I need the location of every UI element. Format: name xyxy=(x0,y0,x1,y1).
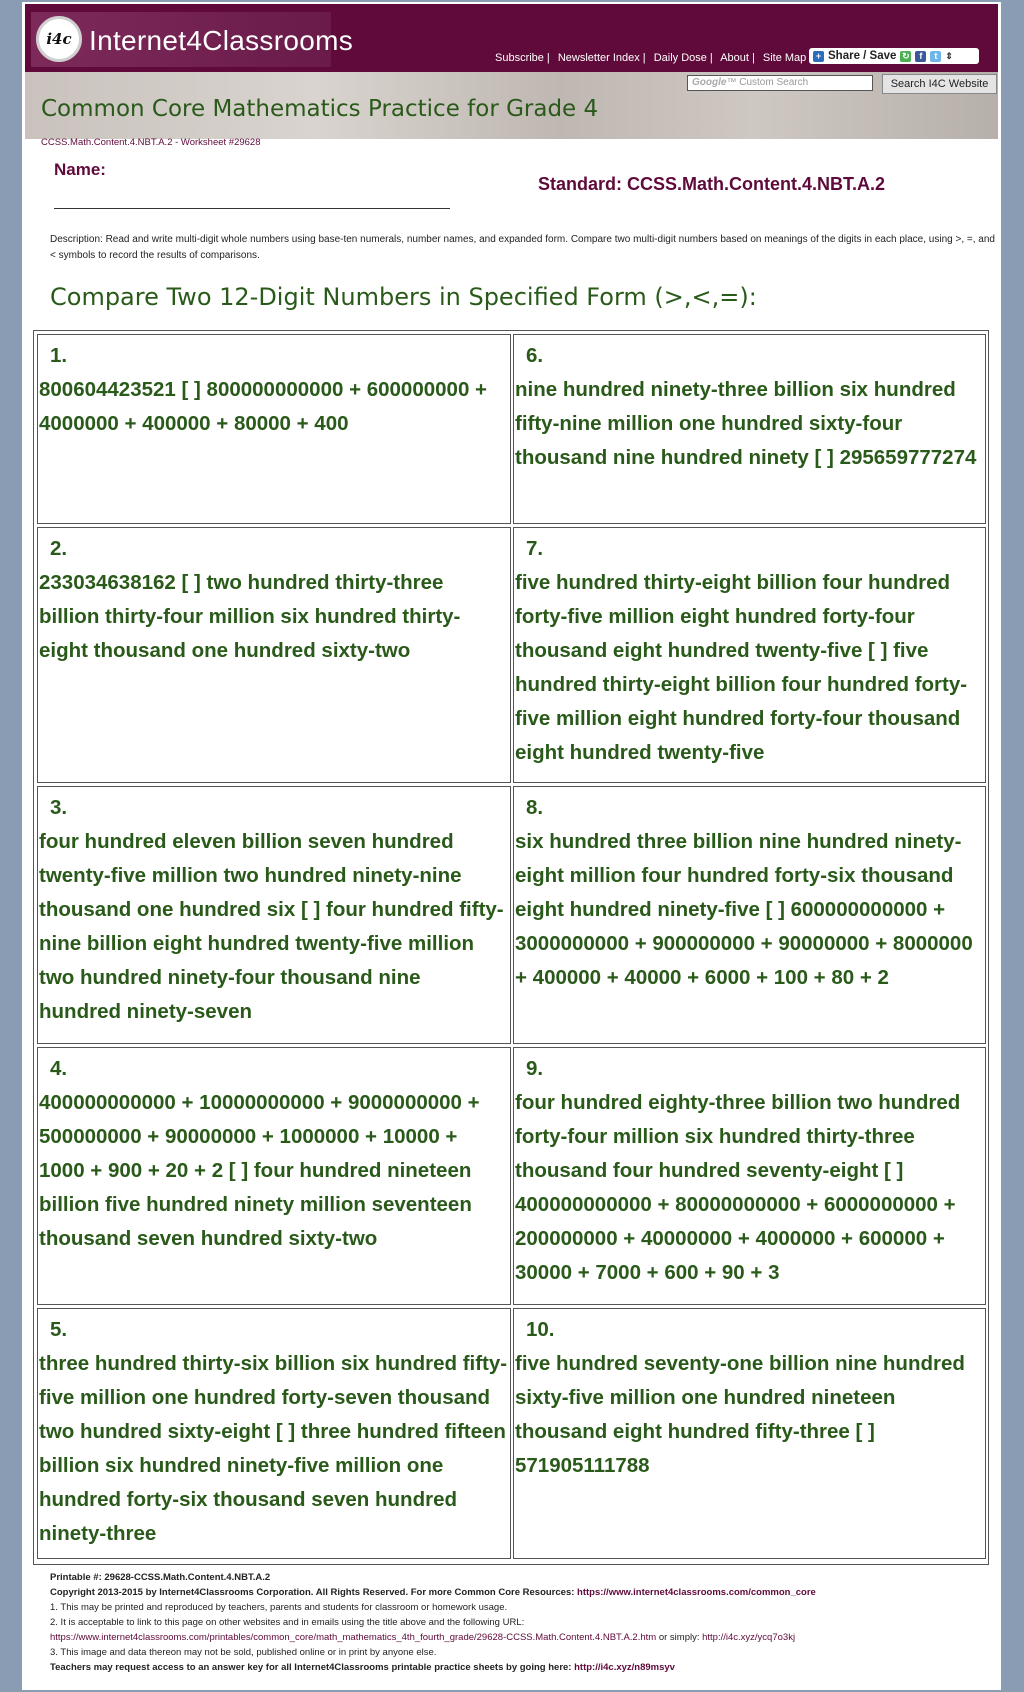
nav-newsletter-index[interactable]: Newsletter Index xyxy=(557,52,640,64)
long-url-link[interactable]: https://www.internet4classrooms.com/printables/common_core/math_mathematics_4th_fourth_grade/29628-CCSS.Math.Content.4.NBT.A.2.htm xyxy=(50,1632,657,1643)
plus-icon: + xyxy=(813,51,824,62)
problem-text: 233034638162 [ ] two hundred thirty-three billion thirty-four million six hundred thirty-eight thousand one hundred sixty-two xyxy=(39,571,461,662)
problem-cell xyxy=(513,1308,986,1559)
problem-text: 400000000000 + 10000000000 + 9000000000 + 500000000 + 90000000 + 1000000 + 10000 + 1000 + 900 + 20 + 2 [ ] four hundred nineteen billion five hundred ninety million seventeen thousand seven hundred sixty-two xyxy=(39,1091,480,1250)
logo-text: Internet4Classrooms xyxy=(89,25,354,56)
problem-cell xyxy=(37,527,511,783)
problem-cell xyxy=(513,527,986,783)
standard-label: Standard: CCSS.Math.Content.4.NBT.A.2 xyxy=(538,174,886,194)
problem-number: 9. xyxy=(526,1057,544,1080)
problem-text: nine hundred ninety-three billion six hundred fifty-nine million one hundred sixty-four thousand nine hundred ninety [ ] 295659777274 xyxy=(515,378,977,469)
chevron-down-icon: ⇕ xyxy=(945,50,953,61)
copyright xyxy=(50,1585,995,1600)
problem-number: 6. xyxy=(526,344,544,367)
answer-key-note xyxy=(50,1660,995,1675)
copyright-text: Copyright 2013-2015 by Internet4Classrooms Corporation. All Rights Reserved. For more Common Core Resources: xyxy=(50,1587,578,1598)
problem-number: 10. xyxy=(526,1318,555,1341)
printable-number: Printable #: 29628-CCSS.Math.Content.4.NBT.A.2 xyxy=(50,1572,271,1583)
search-placeholder: Custom Search xyxy=(739,77,809,88)
problem-number: 2. xyxy=(50,537,68,560)
url-line xyxy=(50,1630,995,1645)
search-button[interactable]: Search I4C Website xyxy=(882,74,997,94)
problem-grid xyxy=(33,330,989,1565)
top-nav: Subscribe | Newsletter Index | Daily Dose | About | Site Map xyxy=(495,52,807,64)
usage-note-3: 3. This image and data thereon may not be sold, published online or in print by anyone else. xyxy=(50,1647,437,1658)
problem-number: 7. xyxy=(526,537,544,560)
nav-about[interactable]: About xyxy=(720,52,749,64)
search-brand: Google xyxy=(692,77,727,88)
problem-text: five hundred seventy-one billion nine hundred sixty-five million one hundred nineteen thousand eight hundred fifty-three [ ] 571905111788 xyxy=(515,1352,965,1477)
page xyxy=(22,2,1001,1690)
footer xyxy=(50,1570,995,1675)
share-save-button[interactable] xyxy=(809,48,979,64)
problem-number: 5. xyxy=(50,1318,68,1341)
twitter-icon: t xyxy=(930,51,941,62)
usage-note-2: 2. It is acceptable to link to this page on other websites and in emails using the title above and the following URL: xyxy=(50,1617,525,1628)
answer-key-link[interactable]: http://i4c.xyz/n89msyv xyxy=(574,1662,675,1673)
share-icon: ↻ xyxy=(902,50,910,61)
problem-cell xyxy=(513,1047,986,1305)
problem-cell xyxy=(37,334,511,524)
problem-number: 3. xyxy=(50,796,68,819)
problem-text: four hundred eighty-three billion two hundred forty-four million six hundred thirty-three thousand four hundred seventy-eight [ ] 400000000000 + 80000000000 + 6000000000 + 200000000 + 40000000 + 4000000 + 600000 + 30000 + 7000 + 600 + 90 + 3 xyxy=(515,1091,961,1284)
facebook-icon: f xyxy=(915,51,926,62)
problem-text: 800604423521 [ ] 800000000000 + 600000000 + 4000000 + 400000 + 80000 + 400 xyxy=(39,378,488,435)
short-url-link[interactable]: http://i4c.xyz/ycq7o3kj xyxy=(702,1632,796,1643)
problem-text: six hundred three billion nine hundred ninety-eight million four hundred forty-six thousand eight hundred ninety-five [ ] 600000000000 + 3000000000 + 900000000 + 90000000 + 8000000 + 400000 + 40000 + 6000 + 100 + 80 + 2 xyxy=(515,830,973,989)
common-core-link[interactable]: https://www.internet4classrooms.com/common_core xyxy=(577,1587,816,1598)
problem-number: 4. xyxy=(50,1057,68,1080)
answer-key-text: Teachers may request access to an answer key for all Internet4Classrooms printable practice sheets by going here: xyxy=(50,1662,575,1673)
problem-text: five hundred thirty-eight billion four hundred forty-five million eight hundred forty-four thousand eight hundred twenty-five [ ] five hundred thirty-eight billion four hundred forty-five million eight hundred forty-four thousand eight hundred twenty-five xyxy=(515,571,968,764)
problem-number: 8. xyxy=(526,796,544,819)
name-line xyxy=(54,208,450,209)
nav-subscribe[interactable]: Subscribe xyxy=(495,52,544,64)
problem-cell xyxy=(37,1047,511,1305)
name-label: Name: xyxy=(54,160,106,179)
url-or: or simply: xyxy=(656,1632,703,1643)
page-title: Common Core Mathematics Practice for Grade 4 xyxy=(41,96,599,122)
logo-badge-icon: i4c xyxy=(36,16,82,62)
nav-daily-dose[interactable]: Daily Dose xyxy=(653,52,707,64)
problem-cell xyxy=(513,334,986,524)
problem-cell xyxy=(513,786,986,1044)
section-heading: Compare Two 12-Digit Numbers in Specified Form (>,<,=): xyxy=(50,283,757,311)
problem-text: three hundred thirty-six billion six hundred fifty-five million one hundred forty-seven thousand two hundred sixty-eight [ ] three hundred fifteen billion six hundred ninety-five million one hundred forty-six thousand seven hundred ninety-three xyxy=(39,1352,508,1545)
nav-site-map[interactable]: Site Map xyxy=(762,52,807,64)
usage-note-1: 1. This may be printed and reproduced by teachers, parents and students for classroom or homework usage. xyxy=(50,1602,508,1613)
worksheet-id: CCSS.Math.Content.4.NBT.A.2 - Worksheet #29628 xyxy=(41,137,261,148)
problem-cell xyxy=(37,786,511,1044)
description: Description: Read and write multi-digit whole numbers using base-ten numerals, number names, and expanded form. Compare two multi-digit numbers based on meanings of the digits in each place, using >, =, and < symbols to record the results of comparisons. xyxy=(50,234,995,261)
site-logo[interactable] xyxy=(31,12,354,67)
problem-number: 1. xyxy=(50,344,68,367)
problem-cell xyxy=(37,1308,511,1559)
search-input[interactable]: Google™ Custom Search xyxy=(687,75,873,91)
site-header xyxy=(25,4,998,72)
problem-text: four hundred eleven billion seven hundred twenty-five million two hundred ninety-nine thousand one hundred six [ ] four hundred fifty-nine billion eight hundred twenty-five million two hundred ninety-four thousand nine hundred ninety-seven xyxy=(39,830,504,1023)
share-label: Share / Save xyxy=(828,50,897,62)
